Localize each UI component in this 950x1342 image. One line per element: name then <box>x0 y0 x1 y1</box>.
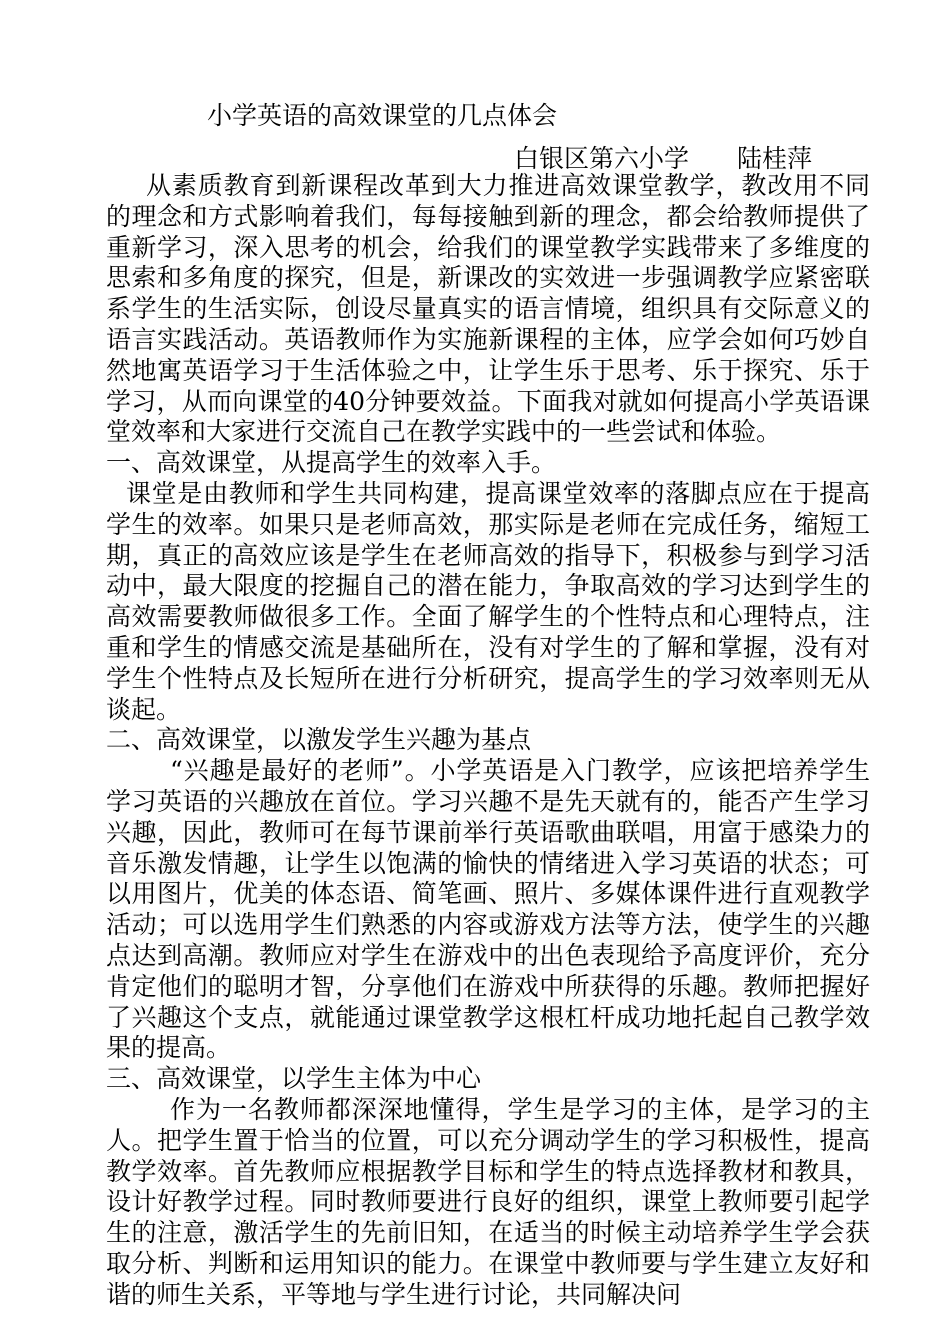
document-body <box>106 171 870 1310</box>
document-title: 小学英语的高效课堂的几点体会 <box>207 101 558 130</box>
section-heading-2: 二、高效课堂，以激发学生兴趣为基点 <box>106 725 532 755</box>
author-name: 陆桂萍 <box>737 144 813 173</box>
paragraph-section-1: 课堂是由教师和学生共同构建，提高课堂效率的落脚点应在于提高学生的效率。如果只是老师高效，那实际是老师在完成任务，缩短工期，真正的高效应该是学生在老师高效的指导下，积极参与到学习活动中，最大限度的挖掘自己的潜在能力，争取高效的学习达到学生的高效需要教师做很多工作。全面了解学生的个性特点和心理特点，注重和学生的情感交流是基础所在，没有对学生的了解和掌握，没有对学生个性特点及长短所在进行分析研究，提高学生的学习效率则无从谈起。 <box>106 478 870 724</box>
section-heading-3: 三、高效课堂，以学生主体为中心 <box>106 1064 482 1094</box>
paragraph-intro: 从素质教育到新课程改革到大力推进高效课堂教学，教改用不同的理念和方式影响着我们，每每接触到新的理念，都会给教师提供了重新学习，深入思考的机会，给我们的课堂教学实践带来了多维度的思索和多角度的探究，但是，新课改的实效进一步强调教学应紧密联系学生的生活实际，创设尽量真实的语言情境，组织具有交际意义的语言实践活动。英语教师作为实施新课程的主体，应学会如何巧妙自然地寓英语学习于生活体验之中，让学生乐于思考、乐于探究、乐于学习，从而向课堂的40分钟要效益。下面我对就如何提高小学英语课堂效率和大家进行交流自己在教学实践中的一些尝试和体验。 <box>106 171 870 447</box>
paragraph-section-3: 作为一名教师都深深地懂得，学生是学习的主体，是学习的主人。把学生置于恰当的位置，可以充分调动学生的学习积极性，提高教学效率。首先教师应根据教学目标和学生的特点选择教材和教具，设计好教学过程。同时教师要进行良好的组织，课堂上教师要引起学生的注意，激活学生的先前旧知，在适当的时候主动培养学生学会获取分析、判断和运用知识的能力。在课堂中教师要与学生建立友好和谐的师生关系，平等地与学生进行讨论，共同解决问 <box>106 1094 870 1309</box>
paragraph-section-2: “兴趣是最好的老师”。小学英语是入门教学，应该把培养学生学习英语的兴趣放在首位。学习兴趣不是先天就有的，能否产生学习兴趣，因此，教师可在每节课前举行英语歌曲联唱，用富于感染力的音乐激发情趣，让学生以饱满的愉快的情绪进入学习英语的状态；可以用图片，优美的体态语、简笔画、照片、多媒体课件进行直观教学活动；可以选用学生们熟悉的内容或游戏方法等方法，使学生的兴趣点达到高潮。教师应对学生在游戏中的出色表现给予高度评价，充分肯定他们的聪明才智，分享他们在游戏中所获得的乐趣。教师把握好了兴趣这个支点，就能通过课堂教学这根杠杆成功地托起自己教学效果的提高。 <box>106 756 870 1063</box>
school-name: 白银区第六小学 <box>514 144 690 173</box>
section-heading-1: 一、高效课堂，从提高学生的效率入手。 <box>106 448 557 478</box>
